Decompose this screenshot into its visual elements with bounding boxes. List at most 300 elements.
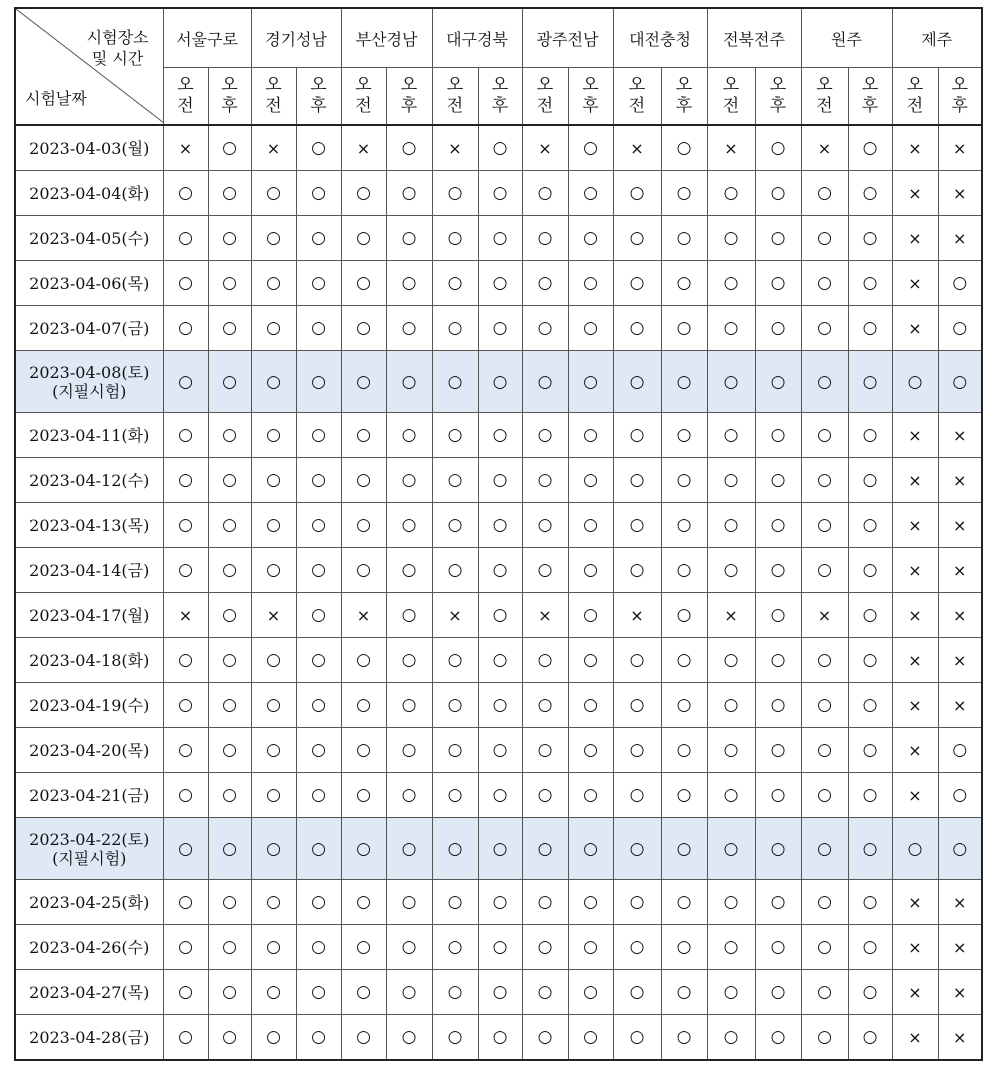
- region-header: 대전충청: [613, 8, 707, 68]
- exam-date: 2023-04-27(목): [29, 982, 150, 1002]
- available-mark: ○: [341, 216, 386, 261]
- available-mark: ○: [478, 171, 522, 216]
- available-mark: ○: [478, 593, 522, 638]
- exam-date: 2023-04-11(화): [29, 425, 150, 445]
- available-mark: ○: [848, 970, 892, 1015]
- available-mark: ○: [251, 773, 296, 818]
- available-mark: ○: [613, 171, 661, 216]
- available-mark: ○: [432, 638, 478, 683]
- available-mark: ○: [163, 503, 208, 548]
- schedule-body: [15, 125, 982, 1060]
- available-mark: ○: [432, 548, 478, 593]
- exam-date-cell: [15, 1015, 163, 1061]
- available-mark: ○: [296, 773, 341, 818]
- available-mark: ○: [755, 261, 801, 306]
- unavailable-mark: ×: [938, 880, 982, 925]
- available-mark: ○: [432, 728, 478, 773]
- region-header: 원주: [801, 8, 892, 68]
- available-mark: ○: [707, 773, 755, 818]
- available-mark: ○: [848, 880, 892, 925]
- exam-date: 2023-04-06(목): [29, 273, 150, 293]
- available-mark: ○: [296, 351, 341, 413]
- unavailable-mark: ×: [801, 125, 848, 171]
- available-mark: ○: [755, 306, 801, 351]
- available-mark: ○: [341, 548, 386, 593]
- available-mark: ○: [848, 125, 892, 171]
- available-mark: ○: [478, 1015, 522, 1061]
- available-mark: ○: [522, 351, 568, 413]
- available-mark: ○: [848, 548, 892, 593]
- available-mark: ○: [296, 818, 341, 880]
- available-mark: ○: [432, 458, 478, 503]
- unavailable-mark: ×: [892, 171, 938, 216]
- available-mark: ○: [163, 306, 208, 351]
- afternoon-header: 오 후: [296, 68, 341, 126]
- available-mark: ○: [432, 683, 478, 728]
- available-mark: ○: [251, 306, 296, 351]
- available-mark: ○: [568, 548, 613, 593]
- schedule-row: [15, 970, 982, 1015]
- schedule-row: [15, 216, 982, 261]
- available-mark: ○: [432, 970, 478, 1015]
- available-mark: ○: [386, 548, 432, 593]
- available-mark: ○: [341, 880, 386, 925]
- available-mark: ○: [208, 728, 251, 773]
- afternoon-header: 오 후: [661, 68, 707, 126]
- available-mark: ○: [163, 638, 208, 683]
- available-mark: ○: [848, 638, 892, 683]
- available-mark: ○: [707, 351, 755, 413]
- available-mark: ○: [432, 171, 478, 216]
- available-mark: ○: [707, 818, 755, 880]
- available-mark: ○: [848, 413, 892, 458]
- available-mark: ○: [432, 413, 478, 458]
- available-mark: ○: [251, 458, 296, 503]
- schedule-row: [15, 503, 982, 548]
- available-mark: ○: [801, 261, 848, 306]
- available-mark: ○: [661, 638, 707, 683]
- region-header: 광주전남: [522, 8, 613, 68]
- morning-header: 오 전: [707, 68, 755, 126]
- available-mark: ○: [208, 216, 251, 261]
- available-mark: ○: [755, 818, 801, 880]
- available-mark: ○: [892, 351, 938, 413]
- available-mark: ○: [522, 503, 568, 548]
- available-mark: ○: [251, 171, 296, 216]
- available-mark: ○: [568, 818, 613, 880]
- available-mark: ○: [478, 125, 522, 171]
- available-mark: ○: [801, 351, 848, 413]
- schedule-row: [15, 683, 982, 728]
- available-mark: ○: [755, 593, 801, 638]
- available-mark: ○: [522, 818, 568, 880]
- available-mark: ○: [432, 216, 478, 261]
- available-mark: ○: [208, 683, 251, 728]
- available-mark: ○: [341, 638, 386, 683]
- unavailable-mark: ×: [938, 638, 982, 683]
- unavailable-mark: ×: [892, 728, 938, 773]
- available-mark: ○: [251, 925, 296, 970]
- available-mark: ○: [478, 638, 522, 683]
- available-mark: ○: [755, 728, 801, 773]
- available-mark: ○: [661, 1015, 707, 1061]
- available-mark: ○: [613, 925, 661, 970]
- available-mark: ○: [163, 351, 208, 413]
- available-mark: ○: [208, 773, 251, 818]
- exam-date: 2023-04-12(수): [29, 470, 150, 490]
- available-mark: ○: [707, 306, 755, 351]
- unavailable-mark: ×: [892, 306, 938, 351]
- available-mark: ○: [848, 171, 892, 216]
- unavailable-mark: ×: [251, 125, 296, 171]
- available-mark: ○: [386, 261, 432, 306]
- available-mark: ○: [707, 925, 755, 970]
- available-mark: ○: [755, 683, 801, 728]
- available-mark: ○: [938, 818, 982, 880]
- morning-header: 오 전: [251, 68, 296, 126]
- available-mark: ○: [341, 171, 386, 216]
- available-mark: ○: [848, 728, 892, 773]
- available-mark: ○: [163, 171, 208, 216]
- exam-date-cell: [15, 880, 163, 925]
- available-mark: ○: [341, 773, 386, 818]
- available-mark: ○: [801, 925, 848, 970]
- available-mark: ○: [341, 925, 386, 970]
- available-mark: ○: [296, 458, 341, 503]
- available-mark: ○: [848, 503, 892, 548]
- schedule-row: [15, 125, 982, 171]
- unavailable-mark: ×: [938, 970, 982, 1015]
- afternoon-header: 오 후: [208, 68, 251, 126]
- available-mark: ○: [568, 728, 613, 773]
- available-mark: ○: [707, 970, 755, 1015]
- available-mark: ○: [938, 728, 982, 773]
- available-mark: ○: [296, 261, 341, 306]
- available-mark: ○: [568, 306, 613, 351]
- available-mark: ○: [568, 261, 613, 306]
- available-mark: ○: [432, 818, 478, 880]
- available-mark: ○: [251, 261, 296, 306]
- available-mark: ○: [613, 638, 661, 683]
- exam-date-cell: [15, 171, 163, 216]
- available-mark: ○: [522, 306, 568, 351]
- morning-header: 오 전: [613, 68, 661, 126]
- available-mark: ○: [296, 683, 341, 728]
- available-mark: ○: [432, 773, 478, 818]
- available-mark: ○: [568, 1015, 613, 1061]
- available-mark: ○: [613, 1015, 661, 1061]
- available-mark: ○: [386, 728, 432, 773]
- unavailable-mark: ×: [801, 593, 848, 638]
- available-mark: ○: [522, 548, 568, 593]
- region-header: 전북전주: [707, 8, 801, 68]
- available-mark: ○: [522, 413, 568, 458]
- available-mark: ○: [568, 216, 613, 261]
- available-mark: ○: [386, 413, 432, 458]
- available-mark: ○: [522, 728, 568, 773]
- available-mark: ○: [478, 683, 522, 728]
- schedule-row: [15, 925, 982, 970]
- unavailable-mark: ×: [892, 593, 938, 638]
- available-mark: ○: [341, 503, 386, 548]
- available-mark: ○: [568, 638, 613, 683]
- available-mark: ○: [613, 818, 661, 880]
- exam-date: 2023-04-25(화): [29, 892, 150, 912]
- available-mark: ○: [163, 261, 208, 306]
- available-mark: ○: [613, 351, 661, 413]
- available-mark: ○: [386, 171, 432, 216]
- schedule-row: [15, 306, 982, 351]
- available-mark: ○: [755, 413, 801, 458]
- available-mark: ○: [661, 216, 707, 261]
- available-mark: ○: [208, 413, 251, 458]
- available-mark: ○: [522, 683, 568, 728]
- available-mark: ○: [386, 503, 432, 548]
- available-mark: ○: [341, 261, 386, 306]
- available-mark: ○: [755, 548, 801, 593]
- available-mark: ○: [296, 970, 341, 1015]
- afternoon-header: 오 후: [386, 68, 432, 126]
- region-header: 제주: [892, 8, 982, 68]
- available-mark: ○: [386, 593, 432, 638]
- unavailable-mark: ×: [707, 593, 755, 638]
- available-mark: ○: [432, 306, 478, 351]
- unavailable-mark: ×: [938, 1015, 982, 1061]
- available-mark: ○: [755, 503, 801, 548]
- available-mark: ○: [478, 503, 522, 548]
- afternoon-header: 오 후: [478, 68, 522, 126]
- available-mark: ○: [163, 683, 208, 728]
- available-mark: ○: [801, 306, 848, 351]
- exam-date: 2023-04-13(목): [29, 515, 150, 535]
- available-mark: ○: [296, 306, 341, 351]
- unavailable-mark: ×: [938, 548, 982, 593]
- exam-date-cell: [15, 638, 163, 683]
- exam-date: 2023-04-14(금): [29, 560, 150, 580]
- available-mark: ○: [568, 593, 613, 638]
- available-mark: ○: [478, 458, 522, 503]
- available-mark: ○: [613, 970, 661, 1015]
- unavailable-mark: ×: [432, 593, 478, 638]
- exam-date: 2023-04-20(목): [29, 740, 150, 760]
- exam-note: (지필시험): [52, 848, 127, 868]
- unavailable-mark: ×: [892, 548, 938, 593]
- available-mark: ○: [755, 1015, 801, 1061]
- available-mark: ○: [432, 1015, 478, 1061]
- available-mark: ○: [208, 880, 251, 925]
- available-mark: ○: [568, 925, 613, 970]
- available-mark: ○: [478, 548, 522, 593]
- available-mark: ○: [208, 458, 251, 503]
- available-mark: ○: [661, 773, 707, 818]
- available-mark: ○: [386, 306, 432, 351]
- available-mark: ○: [163, 818, 208, 880]
- exam-schedule-table: [14, 7, 983, 1061]
- available-mark: ○: [432, 503, 478, 548]
- available-mark: ○: [163, 880, 208, 925]
- available-mark: ○: [208, 261, 251, 306]
- afternoon-header: 오 후: [568, 68, 613, 126]
- available-mark: ○: [801, 216, 848, 261]
- available-mark: ○: [707, 261, 755, 306]
- available-mark: ○: [848, 925, 892, 970]
- available-mark: ○: [661, 351, 707, 413]
- available-mark: ○: [386, 818, 432, 880]
- exam-date-cell: [15, 728, 163, 773]
- unavailable-mark: ×: [892, 773, 938, 818]
- available-mark: ○: [707, 458, 755, 503]
- available-mark: ○: [386, 638, 432, 683]
- schedule-row: [15, 548, 982, 593]
- available-mark: ○: [522, 1015, 568, 1061]
- available-mark: ○: [938, 261, 982, 306]
- available-mark: ○: [801, 458, 848, 503]
- available-mark: ○: [522, 171, 568, 216]
- available-mark: ○: [251, 970, 296, 1015]
- available-mark: ○: [661, 503, 707, 548]
- available-mark: ○: [568, 880, 613, 925]
- exam-date-cell: [15, 683, 163, 728]
- available-mark: ○: [568, 413, 613, 458]
- schedule-row: [15, 638, 982, 683]
- available-mark: ○: [208, 351, 251, 413]
- unavailable-mark: ×: [938, 216, 982, 261]
- available-mark: ○: [661, 925, 707, 970]
- available-mark: ○: [163, 970, 208, 1015]
- available-mark: ○: [163, 1015, 208, 1061]
- available-mark: ○: [801, 413, 848, 458]
- region-header: 경기성남: [251, 8, 341, 68]
- unavailable-mark: ×: [707, 125, 755, 171]
- unavailable-mark: ×: [341, 593, 386, 638]
- exam-date-cell: [15, 351, 163, 413]
- available-mark: ○: [707, 503, 755, 548]
- available-mark: ○: [568, 970, 613, 1015]
- available-mark: ○: [707, 638, 755, 683]
- available-mark: ○: [801, 818, 848, 880]
- exam-date-cell: [15, 925, 163, 970]
- exam-date-cell: [15, 216, 163, 261]
- region-header: 서울구로: [163, 8, 251, 68]
- available-mark: ○: [522, 458, 568, 503]
- header-corner-cell: [15, 8, 163, 125]
- available-mark: ○: [755, 216, 801, 261]
- available-mark: ○: [208, 925, 251, 970]
- available-mark: ○: [163, 773, 208, 818]
- available-mark: ○: [478, 351, 522, 413]
- available-mark: ○: [522, 773, 568, 818]
- available-mark: ○: [522, 925, 568, 970]
- available-mark: ○: [251, 413, 296, 458]
- available-mark: ○: [163, 925, 208, 970]
- available-mark: ○: [386, 125, 432, 171]
- available-mark: ○: [341, 728, 386, 773]
- exam-date-cell: [15, 413, 163, 458]
- available-mark: ○: [613, 261, 661, 306]
- available-mark: ○: [163, 413, 208, 458]
- available-mark: ○: [386, 970, 432, 1015]
- available-mark: ○: [386, 1015, 432, 1061]
- schedule-row: [15, 261, 982, 306]
- available-mark: ○: [661, 413, 707, 458]
- available-mark: ○: [208, 171, 251, 216]
- available-mark: ○: [296, 728, 341, 773]
- available-mark: ○: [478, 925, 522, 970]
- exam-date: 2023-04-05(수): [29, 228, 150, 248]
- available-mark: ○: [568, 683, 613, 728]
- schedule-row: [15, 880, 982, 925]
- unavailable-mark: ×: [892, 413, 938, 458]
- exam-date-cell: [15, 306, 163, 351]
- available-mark: ○: [613, 458, 661, 503]
- available-mark: ○: [478, 773, 522, 818]
- exam-date: 2023-04-26(수): [29, 937, 150, 957]
- exam-date: 2023-04-03(월): [29, 138, 150, 158]
- available-mark: ○: [522, 216, 568, 261]
- available-mark: ○: [208, 593, 251, 638]
- unavailable-mark: ×: [522, 125, 568, 171]
- unavailable-mark: ×: [522, 593, 568, 638]
- available-mark: ○: [208, 125, 251, 171]
- available-mark: ○: [296, 1015, 341, 1061]
- available-mark: ○: [848, 216, 892, 261]
- unavailable-mark: ×: [938, 503, 982, 548]
- available-mark: ○: [522, 880, 568, 925]
- available-mark: ○: [613, 880, 661, 925]
- available-mark: ○: [522, 970, 568, 1015]
- schedule-row: [15, 773, 982, 818]
- available-mark: ○: [568, 351, 613, 413]
- available-mark: ○: [432, 880, 478, 925]
- available-mark: ○: [661, 818, 707, 880]
- unavailable-mark: ×: [432, 125, 478, 171]
- available-mark: ○: [661, 593, 707, 638]
- available-mark: ○: [163, 548, 208, 593]
- available-mark: ○: [386, 683, 432, 728]
- available-mark: ○: [341, 683, 386, 728]
- exam-date: 2023-04-04(화): [29, 183, 150, 203]
- afternoon-header: 오 후: [755, 68, 801, 126]
- available-mark: ○: [661, 458, 707, 503]
- available-mark: ○: [296, 593, 341, 638]
- available-mark: ○: [848, 261, 892, 306]
- available-mark: ○: [296, 413, 341, 458]
- available-mark: ○: [163, 216, 208, 261]
- available-mark: ○: [801, 773, 848, 818]
- unavailable-mark: ×: [938, 125, 982, 171]
- available-mark: ○: [613, 548, 661, 593]
- exam-date-cell: [15, 261, 163, 306]
- available-mark: ○: [478, 306, 522, 351]
- schedule-row: [15, 171, 982, 216]
- exam-date-cell: [15, 970, 163, 1015]
- available-mark: ○: [707, 548, 755, 593]
- available-mark: ○: [707, 683, 755, 728]
- available-mark: ○: [478, 216, 522, 261]
- unavailable-mark: ×: [892, 683, 938, 728]
- available-mark: ○: [661, 728, 707, 773]
- available-mark: ○: [613, 216, 661, 261]
- available-mark: ○: [568, 773, 613, 818]
- available-mark: ○: [251, 880, 296, 925]
- available-mark: ○: [613, 683, 661, 728]
- unavailable-mark: ×: [892, 880, 938, 925]
- unavailable-mark: ×: [613, 593, 661, 638]
- available-mark: ○: [341, 306, 386, 351]
- available-mark: ○: [251, 728, 296, 773]
- available-mark: ○: [208, 503, 251, 548]
- available-mark: ○: [801, 683, 848, 728]
